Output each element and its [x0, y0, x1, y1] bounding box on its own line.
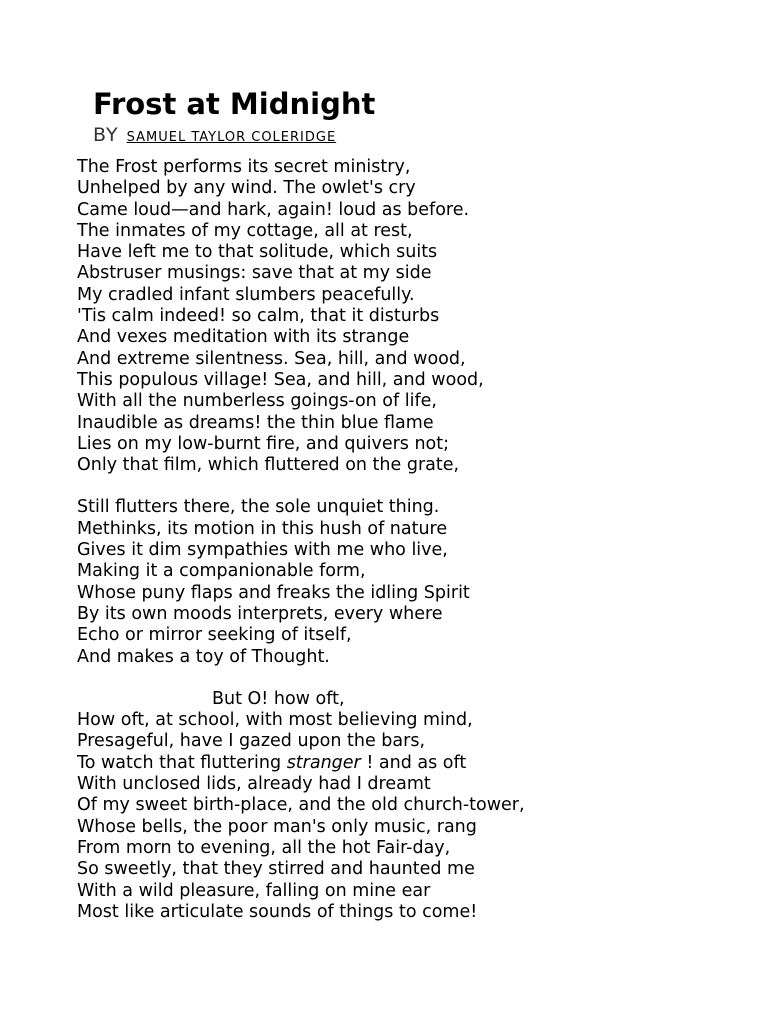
poem-line: From morn to evening, all the hot Fair-day, — [77, 837, 451, 858]
poem-line: This populous village! Sea, and hill, and wood, — [77, 369, 484, 390]
author-link[interactable]: SAMUEL TAYLOR COLERIDGE — [126, 130, 337, 145]
poem-line: Whose puny flaps and freaks the idling Spirit — [77, 582, 470, 603]
poem-title: Frost at Midnight — [93, 87, 376, 121]
stanza-1 — [77, 157, 757, 476]
poem-line: And makes a toy of Thought. — [77, 646, 330, 667]
poem-line: Whose bells, the poor man's only music, rang — [77, 816, 477, 837]
stranger-line-before: To watch that fluttering — [77, 752, 287, 773]
poem-line: With unclosed lids, already had I dreamt — [77, 774, 431, 795]
stanza-3 — [77, 689, 757, 923]
poem-line: So sweetly, that they stirred and haunted me — [77, 859, 475, 880]
poem-line: The inmates of my cottage, all at rest, — [77, 220, 413, 241]
stanza-2 — [77, 497, 757, 667]
poem-line: Gives it dim sympathies with me who live, — [77, 540, 448, 561]
poem-line: Lies on my low-burnt fire, and quivers not; — [77, 433, 450, 454]
poem-line: Unhelped by any wind. The owlet's cry — [77, 178, 416, 199]
poem-line: Inaudible as dreams! the thin blue flame — [77, 412, 434, 433]
byline-prefix: BY — [93, 124, 119, 146]
poem-line: Only that film, which fluttered on the grate, — [77, 455, 460, 476]
poem-line: By its own moods interprets, every where — [77, 603, 443, 624]
poem-body — [77, 157, 757, 944]
poem-line: Abstruser musings: save that at my side — [77, 263, 432, 284]
poem-line: 'Tis calm indeed! so calm, that it disturbs — [77, 306, 440, 327]
poem-line: Still flutters there, the sole unquiet thing. — [77, 497, 440, 518]
stranger-emphasis: stranger — [286, 752, 361, 773]
poem-line: My cradled infant slumbers peacefully. — [77, 284, 415, 305]
poem-line: And extreme silentness. Sea, hill, and wood, — [77, 348, 466, 369]
poem-line: How oft, at school, with most believing mind, — [77, 710, 473, 731]
stanza-3-lines-b — [77, 774, 757, 923]
poem-line-stranger — [77, 753, 757, 774]
poem-line: With a wild pleasure, falling on mine ear — [77, 880, 431, 901]
poem-line: With all the numberless goings-on of life, — [77, 391, 437, 412]
poem-line: Presageful, have I gazed upon the bars, — [77, 731, 426, 752]
poem-line-indented: But O! how oft, — [212, 688, 345, 709]
stranger-line-after: ! and as oft — [360, 752, 467, 773]
poem-line: Have left me to that solitude, which suits — [77, 242, 438, 263]
stanza-3-lines-a — [77, 710, 757, 753]
poem-line: Came loud—and hark, again! loud as before. — [77, 199, 470, 220]
poem-line: Making it a companionable form, — [77, 561, 366, 582]
poem-line: Most like articulate sounds of things to come! — [77, 901, 478, 922]
byline — [93, 124, 336, 150]
poem-line: Of my sweet birth-place, and the old church-tower, — [77, 795, 525, 816]
poem-line: Echo or mirror seeking of itself, — [77, 625, 352, 646]
poem-line: Methinks, its motion in this hush of nature — [77, 518, 448, 539]
poem-line: And vexes meditation with its strange — [77, 327, 410, 348]
poem-line: The Frost performs its secret ministry, — [77, 157, 411, 177]
